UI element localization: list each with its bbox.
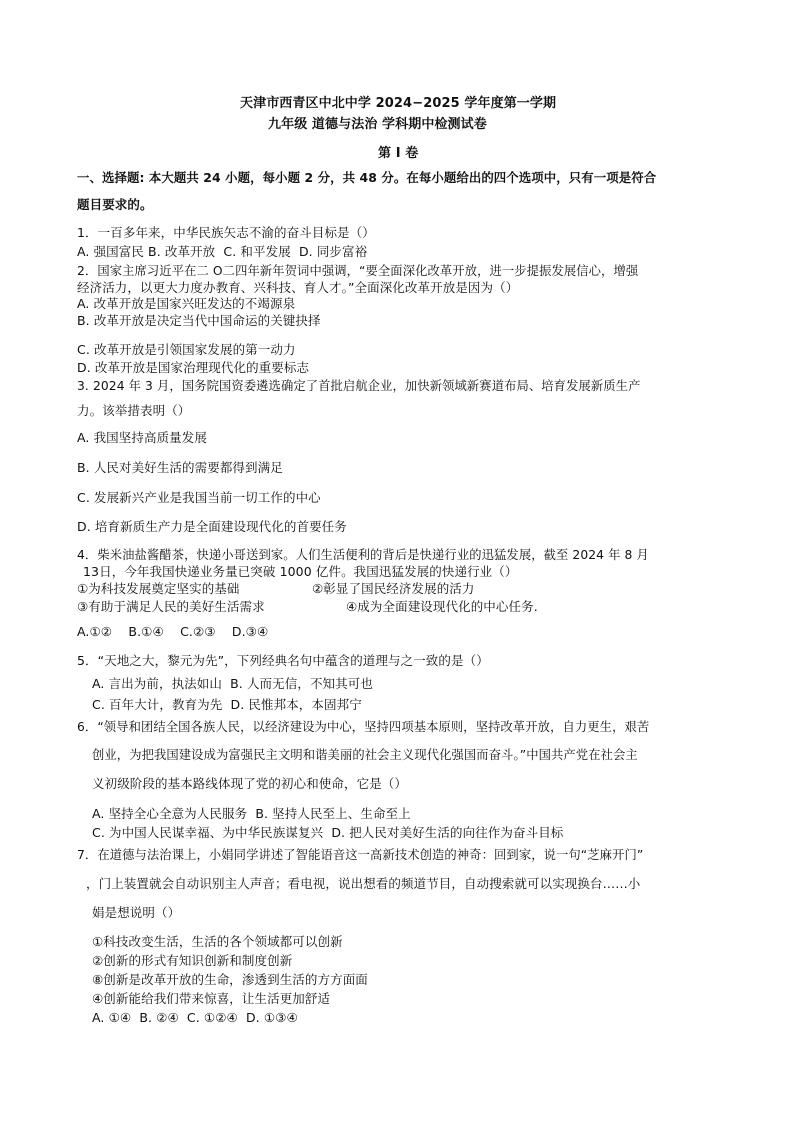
- q4-item-2: ②彰显了国民经济发展的活力: [312, 581, 475, 596]
- q5-options-ab: A. 言出为前，执法如山 B. 人而无信，不知其可也: [92, 676, 373, 691]
- section-heading-cont: 题目要求的。: [77, 197, 153, 212]
- section-heading: 一、选择题: 本大题共 24 小题，每小题 2 分，共 48 分。在每小题给出的四个选项中，只有一项是符合: [77, 170, 657, 185]
- q3-option-c: C. 发展新兴产业是我国当前一切工作的中心: [77, 490, 321, 505]
- q7-stem-3: 娟是想说明（）: [92, 905, 181, 920]
- q2-stem-1: 2．国家主席习近平在二 O二四年新年贺词中强调，“要全面深化改革开放，进一步提振发展信心，增强: [77, 264, 639, 278]
- volume-label: 第 I 卷: [378, 146, 419, 161]
- q6-options-cd: C. 为中国人民谋幸福、为中华民族谋复兴 D. 把人民对美好生活的向往作为奋斗目标: [92, 825, 564, 840]
- q3-stem-2: 力。该举措表明（）: [77, 403, 191, 418]
- q7-stem-2: ，门上装置就会自动识别主人声音；看电视，说出想看的频道节目，自动搜索就可以实现换台……小: [86, 876, 641, 891]
- q1-options: A. 强国富民 B. 改革开放 C. 和平发展 D. 同步富裕: [77, 244, 368, 259]
- q3-option-a: A. 我国坚持高质量发展: [77, 430, 207, 445]
- q6-options-ab: A. 坚持全心全意为人民服务 B. 坚持人民至上、生命至上: [92, 806, 411, 821]
- q4-options: A.①② B.①④ C.②③ D.③④: [77, 624, 269, 639]
- q3-option-b: B. 人民对美好生活的需要都得到满足: [77, 460, 283, 475]
- q5-options-cd: C. 百年大计，教育为先 D. 民惟邦本，本固邦宁: [92, 697, 362, 712]
- q4-item-4: ④成为全面建设现代化的中心任务.: [346, 599, 538, 614]
- q7-item-2: ②创新的形式有知识创新和制度创新: [92, 953, 293, 968]
- q6-stem-2: 创业，为把我国建设成为富强民主文明和谐美丽的社会主义现代化强国而奋斗。”中国共产党在社会主: [92, 748, 638, 762]
- q2-option-b: B. 改革开放是决定当代中国命运的关键抉择: [77, 313, 321, 328]
- q2-stem-2: 经济活力，以更大力度办教育、兴科技、育人才。”全面深化改革开放是因为（）: [77, 280, 519, 295]
- q2-option-a: A. 改革开放是国家兴旺发达的不竭源泉: [77, 296, 296, 311]
- q7-options: A. ①④ B. ②④ C. ①②④ D. ①③④: [92, 1010, 298, 1025]
- q4-stem-2: 13日，今年我国快递业务量已突破 1000 亿件。我国迅猛发展的快递行业（）: [83, 564, 518, 579]
- q2-option-c: C. 改革开放是引领国家发展的第一动力: [77, 342, 296, 357]
- q7-stem-1: 7．在道德与法治课上，小娟同学讲述了智能语音这一高新技术创造的神奇：回到家，说一句“芝麻开门”: [77, 848, 644, 862]
- q4-item-3: ③有助于满足人民的美好生活需求: [77, 599, 265, 614]
- q6-stem-1: 6．“领导和团结全国各族人民，以经济建设为中心，坚持四项基本原则，坚持改革开放，自力更生，艰苦: [77, 720, 650, 734]
- q5-stem: 5．“天地之大，黎元为先”，下列经典名句中蕴含的道理与之一致的是（）: [77, 653, 489, 668]
- q2-option-d: D. 改革开放是国家治理现代化的重要标志: [77, 360, 310, 375]
- q1-stem: 1．一百多年来，中华民族矢志不渝的奋斗目标是（）: [77, 225, 375, 240]
- q7-item-4: ④创新能给我们带来惊喜，让生活更加舒适: [92, 991, 331, 1006]
- q3-stem-1: 3. 2024 年 3 月，国务院国资委遴选确定了首批启航企业，加快新领域新赛道布局、培育发展新质生产: [77, 379, 641, 393]
- q3-option-d: D. 培育新质生产力是全面建设现代化的首要任务: [77, 519, 347, 534]
- q4-stem-1: 4．柴米油盐酱醋茶，快递小哥送到家。人们生活便利的背后是快递行业的迅猛发展，截至 2024 年 8 月: [77, 548, 649, 562]
- q7-item-1: ①科技改变生活，生活的各个领域都可以创新: [92, 934, 343, 949]
- q7-item-3: ⑧创新是改革开放的生命，渗透到生活的方方面面: [92, 972, 368, 987]
- q6-stem-3: 义初级阶段的基本路线体现了党的初心和使命，它是（）: [92, 776, 408, 791]
- exam-title: 天津市西青区中北中学 2024−2025 学年度第一学期: [240, 96, 557, 111]
- exam-subtitle: 九年级 道德与法治 学科期中检测试卷: [268, 117, 487, 132]
- q4-item-1: ①为科技发展奠定坚实的基础: [77, 581, 240, 596]
